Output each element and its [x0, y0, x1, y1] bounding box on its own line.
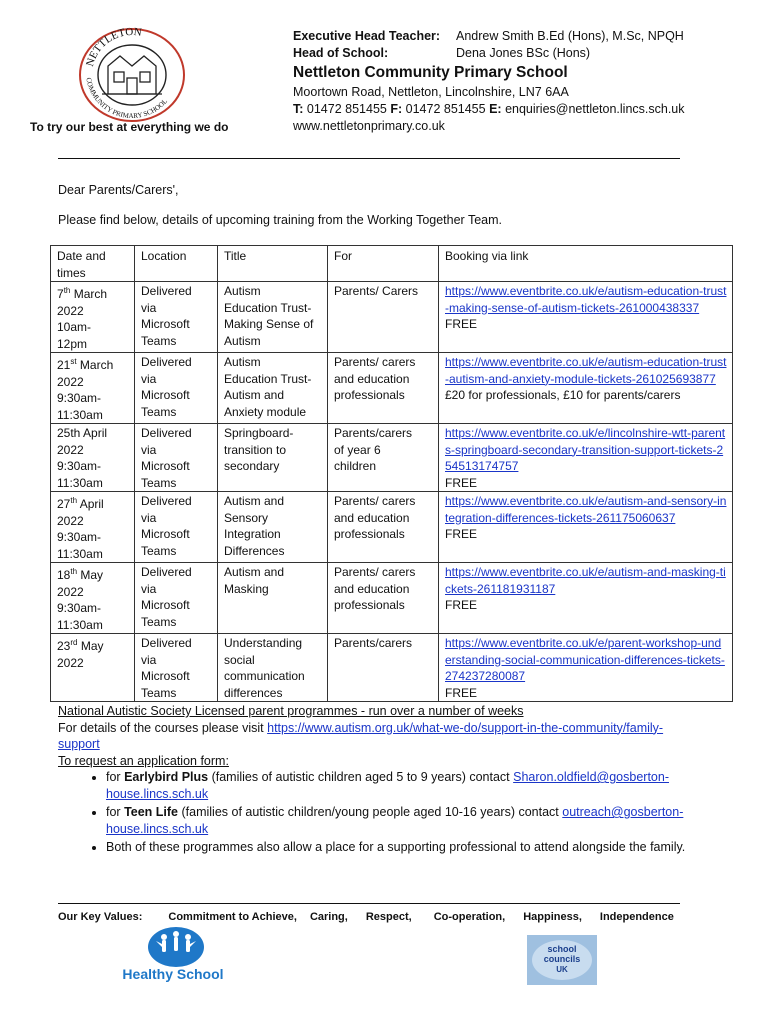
fax-value: 01472 851455 — [405, 102, 486, 116]
training-table — [50, 245, 733, 702]
cell-booking — [439, 424, 733, 492]
date-month: March — [70, 287, 108, 301]
date-month: May — [77, 568, 104, 582]
date-month: April — [77, 497, 104, 511]
date-day: 18 — [57, 568, 71, 582]
date-time: 9:30am- 11:30am — [57, 601, 103, 632]
cell-date — [51, 563, 135, 634]
date-month: May — [77, 639, 104, 653]
date-year: 2022 — [57, 442, 84, 457]
date-year: 2022 — [57, 655, 84, 670]
head-of-school-value: Dena Jones BSc (Hons) — [456, 46, 591, 60]
date-time: 10am- 12pm — [57, 320, 92, 351]
cell-title: Autism Education Trust- Making Sense of Autism — [218, 282, 328, 353]
header-divider — [58, 158, 680, 159]
booking-link[interactable]: https://www.eventbrite.co.uk/e/autism-and-sensory-integration-differences-tickets-261175060637 — [445, 494, 727, 525]
cell-location: Delivered via Microsoft Teams — [135, 492, 218, 563]
bullet-prefix: for — [106, 770, 125, 784]
school-logo — [72, 20, 192, 125]
footer-divider — [58, 903, 680, 904]
col-header-title: Title — [218, 246, 328, 282]
date-time: 9:30am- 11:30am — [57, 459, 103, 490]
col-header-location: Location — [135, 246, 218, 282]
email-label: E: — [489, 102, 502, 116]
tel-label: T: — [293, 102, 304, 116]
date-suffix: st — [70, 357, 77, 366]
nas-bullet-item — [106, 839, 700, 856]
exec-head-value: Andrew Smith B.Ed (Hons), M.Sc, NPQH — [456, 29, 684, 43]
head-of-school-label: Head of School: — [293, 46, 389, 60]
date-time: 9:30am- 11:30am — [57, 391, 103, 422]
booking-price: £20 for professionals, £10 for parents/carers — [445, 388, 681, 402]
head-of-school-row — [293, 45, 685, 62]
cell-booking — [439, 353, 733, 424]
key-value: Respect, — [365, 911, 412, 923]
cell-date — [51, 353, 135, 424]
cell-date — [51, 492, 135, 563]
cell-location: Delivered via Microsoft Teams — [135, 563, 218, 634]
table-row — [51, 424, 733, 492]
contact-numbers — [293, 101, 685, 118]
councils-text-2: councils — [543, 954, 581, 964]
date-month: March — [76, 358, 114, 372]
date-day: 21 — [57, 358, 71, 372]
date-day: 27 — [57, 497, 71, 511]
logo-arc-top: NETTLETON — [83, 25, 143, 68]
date-year: 2022 — [57, 374, 84, 389]
booking-link[interactable]: https://www.eventbrite.co.uk/e/lincolnshire-wtt-parents-springboard-secondary-transition-support-tickets-254513174757 — [445, 426, 726, 473]
cell-location: Delivered via Microsoft Teams — [135, 282, 218, 353]
key-value: Caring, — [309, 911, 348, 923]
school-name: Nettleton Community Primary School — [293, 64, 568, 81]
cell-for: Parents/carers of year 6 children — [328, 424, 439, 492]
booking-price: FREE — [445, 598, 478, 612]
councils-text-1: school — [547, 944, 577, 954]
booking-price: FREE — [445, 475, 478, 490]
date-suffix: th — [70, 496, 78, 505]
key-value: Happiness, — [523, 911, 582, 923]
cell-title: Autism and Masking — [218, 563, 328, 634]
date-time: 9:30am- 11:30am — [57, 530, 103, 561]
nas-apply-heading: To request an application form: — [58, 753, 229, 768]
date-day: 7 — [57, 287, 64, 301]
school-motto: To try our best at everything we do — [30, 120, 229, 134]
cell-date — [51, 282, 135, 353]
school-address: Moortown Road, Nettleton, Lincolnshire, LN7 6AA — [293, 85, 569, 99]
letter-greeting: Dear Parents/Carers', — [58, 183, 179, 197]
programme-name: Teen Life — [124, 805, 179, 819]
cell-for: Parents/carers — [328, 634, 439, 702]
cell-title: Understanding social communication differences — [218, 634, 328, 702]
nas-bullet-item — [106, 804, 700, 837]
cell-date — [51, 424, 135, 492]
cell-location: Delivered via Microsoft Teams — [135, 353, 218, 424]
date-year: 2022 — [57, 584, 84, 599]
cell-date — [51, 634, 135, 702]
cell-for: Parents/ carers and education professionals — [328, 492, 439, 563]
table-body — [51, 282, 733, 702]
col-header-date: Date and times — [51, 246, 135, 282]
key-values-label: Our Key Values: — [58, 911, 143, 923]
booking-price: FREE — [445, 685, 478, 700]
cell-for: Parents/ Carers — [328, 282, 439, 353]
tel-value: 01472 851455 — [306, 102, 387, 116]
contact-email-link[interactable]: outreach@gosberton-house.lincs.sch.uk — [106, 805, 684, 836]
cell-title: Autism and Sensory Integration Differences — [218, 492, 328, 563]
nas-bullet-item — [106, 769, 700, 802]
col-header-for: For — [328, 246, 439, 282]
table-row — [51, 353, 733, 424]
booking-link[interactable]: https://www.eventbrite.co.uk/e/autism-education-trust-autism-and-anxiety-module-tickets-261025693877 — [445, 355, 727, 386]
date-year: 2022 — [57, 513, 84, 528]
bullet-text: (families of autistic children/young people aged 10-16 years) contact — [178, 805, 563, 819]
cell-title: Springboard- transition to secondary — [218, 424, 328, 492]
date-year: 2022 — [57, 303, 84, 318]
fax-label: F: — [390, 102, 403, 116]
cell-location: Delivered via Microsoft Teams — [135, 634, 218, 702]
nas-heading: National Autistic Society Licensed parent programmes - run over a number of weeks — [58, 704, 524, 718]
table-row — [51, 282, 733, 353]
nas-section — [58, 703, 700, 858]
date-suffix: th — [63, 286, 71, 295]
nas-details-prefix: For details of the courses please visit — [58, 720, 268, 735]
cell-booking — [439, 282, 733, 353]
cell-booking — [439, 634, 733, 702]
booking-link[interactable]: https://www.eventbrite.co.uk/e/autism-education-trust-making-sense-of-autism-tickets-261000438337 — [445, 284, 727, 315]
exec-head-row — [293, 28, 685, 45]
col-header-booking: Booking via link — [439, 246, 733, 282]
key-value: Commitment to Achieve, — [168, 911, 297, 923]
table-header-row — [51, 246, 733, 282]
key-values-row — [58, 911, 698, 923]
exec-head-label: Executive Head Teacher: — [293, 29, 441, 43]
table-row — [51, 563, 733, 634]
date-suffix: rd — [70, 638, 78, 647]
booking-price: FREE — [445, 527, 478, 541]
letter-intro: Please find below, details of upcoming training from the Working Together Team. — [58, 213, 503, 227]
table-row — [51, 492, 733, 563]
bullet-text: (families of autistic children aged 5 to 9 years) contact — [208, 770, 514, 784]
key-value: Independence — [599, 911, 674, 923]
date-suffix: th — [70, 567, 78, 576]
booking-link[interactable]: https://www.eventbrite.co.uk/e/parent-workshop-understanding-social-communication-differences-tickets-274237280087 — [445, 636, 725, 683]
cell-booking — [439, 492, 733, 563]
school-website[interactable]: www.nettletonprimary.co.uk — [293, 119, 445, 133]
bullet-prefix: for — [106, 805, 125, 819]
table-row — [51, 634, 733, 702]
nas-bullet-list — [58, 769, 700, 856]
cell-for: Parents/ carers and education professionals — [328, 563, 439, 634]
cell-for: Parents/ carers and education professionals — [328, 353, 439, 424]
cell-title: Autism Education Trust- Autism and Anxiety module — [218, 353, 328, 424]
nas-details-link[interactable]: https://www.autism.org.uk/what-we-do/support-in-the-community/family-support — [58, 720, 664, 751]
nas-details — [58, 720, 700, 753]
header-contact-block — [293, 28, 685, 135]
healthy-school-text: Healthy School — [122, 966, 224, 982]
date-day: 23 — [57, 639, 71, 653]
date-day: 25th April — [57, 426, 108, 440]
email-value: enquiries@nettleton.lincs.sch.uk — [505, 102, 685, 116]
contact-email-link[interactable]: Sharon.oldfield@gosberton-house.lincs.sch.uk — [106, 770, 669, 801]
cell-booking — [439, 563, 733, 634]
programme-name: Earlybird Plus — [124, 770, 209, 784]
booking-link[interactable]: https://www.eventbrite.co.uk/e/autism-and-masking-tickets-261181931187 — [445, 565, 726, 596]
cell-location: Delivered via Microsoft Teams — [135, 424, 218, 492]
school-councils-logo — [527, 935, 597, 985]
key-value: Co-operation, — [433, 911, 506, 923]
councils-text-3: UK — [556, 965, 568, 974]
bullet-text: Both of these programmes also allow a place for a supporting professional to attend alongside the family. — [106, 840, 686, 854]
healthy-school-logo — [118, 925, 228, 985]
booking-price: FREE — [445, 317, 478, 331]
logo-arc-bottom: COMMUNITY PRIMARY SCHOOL — [84, 76, 170, 121]
